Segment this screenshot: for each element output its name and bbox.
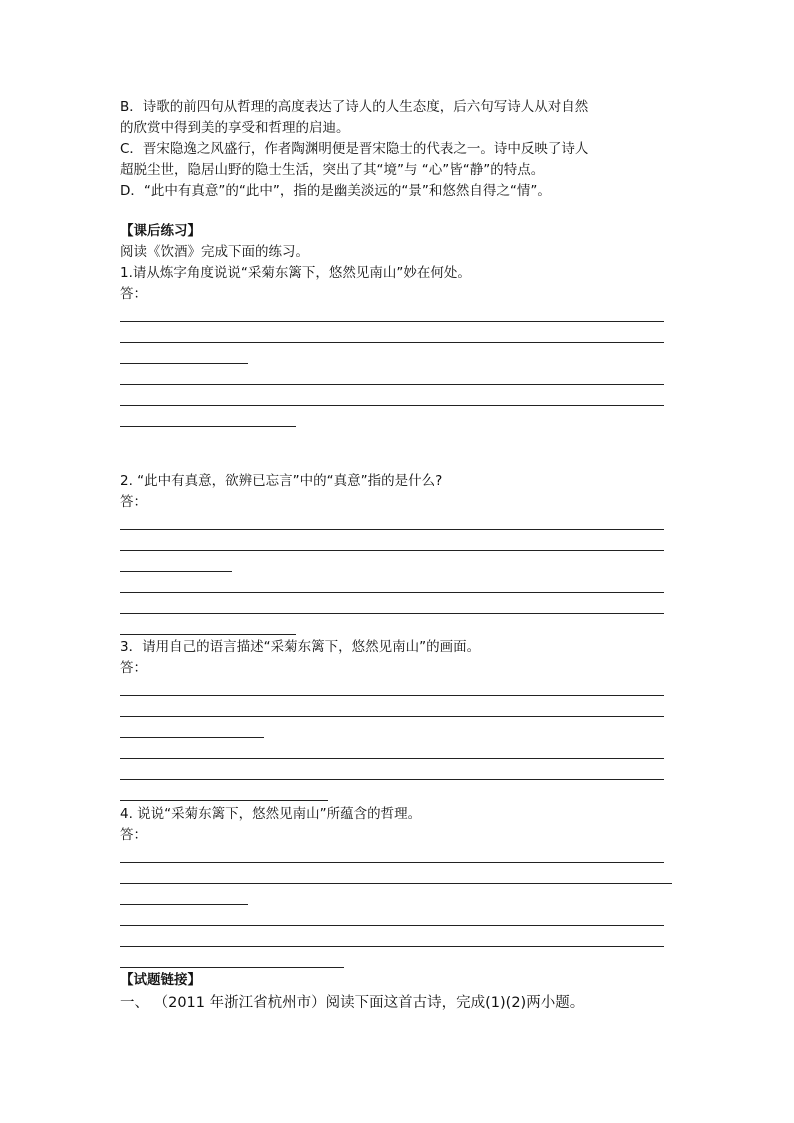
question-3: 3．请用自己的语言描述“采菊东篱下，悠然见南山”的画面。: [120, 639, 481, 655]
answer-line[interactable]: [120, 695, 664, 696]
answer-label-4: 答：: [120, 827, 147, 843]
answer-line[interactable]: [120, 634, 296, 635]
question-4: 4. 说说“采菊东篱下，悠然见南山”所蕴含的哲理。: [120, 806, 422, 822]
option-c-line-1: C．晋宋隐逸之风盛行，作者陶渊明便是晋宋隐士的代表之一。诗中反映了诗人: [120, 141, 589, 157]
option-c-line-2: 超脱尘世，隐居山野的隐士生活，突出了其“境”与 “心”皆“静”的特点。: [120, 162, 545, 178]
option-d-line-1: D．“此中有真意”的“此中”，指的是幽美淡远的“景”和悠然自得之“情”。: [120, 183, 551, 199]
answer-label-1: 答：: [120, 286, 147, 302]
answer-line[interactable]: [120, 862, 664, 863]
option-b-line-2: 的欣赏中得到美的享受和哲理的启迪。: [120, 120, 350, 136]
answer-line[interactable]: [120, 758, 664, 759]
question-1: 1.请从炼字角度说说“采菊东篱下，悠然见南山”妙在何处。: [120, 265, 471, 281]
answer-line[interactable]: [120, 925, 664, 926]
exam-link-item-1: 一、 （2011 年浙江省杭州市）阅读下面这首古诗，完成(1)(2)两小题。: [120, 995, 585, 1011]
answer-line[interactable]: [120, 883, 672, 884]
answer-label-2: 答：: [120, 494, 147, 510]
answer-line[interactable]: [120, 716, 664, 717]
answer-line[interactable]: [120, 967, 344, 968]
question-2: 2. “此中有真意，欲辨已忘言”中的“真意”指的是什么?: [120, 473, 443, 489]
answer-line[interactable]: [120, 342, 664, 343]
answer-line[interactable]: [120, 904, 248, 905]
exam-link-heading: 【试题链接】: [120, 972, 201, 988]
answer-line[interactable]: [120, 800, 328, 801]
answer-line[interactable]: [120, 779, 664, 780]
answer-line[interactable]: [120, 550, 664, 551]
answer-line[interactable]: [120, 613, 664, 614]
answer-line[interactable]: [120, 592, 664, 593]
answer-line[interactable]: [120, 529, 664, 530]
answer-line[interactable]: [120, 737, 264, 738]
option-b-line-1: B．诗歌的前四句从哲理的高度表达了诗人的人生态度，后六句写诗人从对自然: [120, 99, 589, 115]
homework-heading: 【课后练习】: [120, 223, 201, 239]
answer-line[interactable]: [120, 426, 296, 427]
answer-line[interactable]: [120, 946, 664, 947]
answer-line[interactable]: [120, 384, 664, 385]
answer-line[interactable]: [120, 571, 232, 572]
homework-intro: 阅读《饮酒》完成下面的练习。: [120, 244, 309, 260]
answer-line[interactable]: [120, 363, 248, 364]
answer-line[interactable]: [120, 321, 664, 322]
answer-label-3: 答：: [120, 660, 147, 676]
answer-line[interactable]: [120, 405, 664, 406]
